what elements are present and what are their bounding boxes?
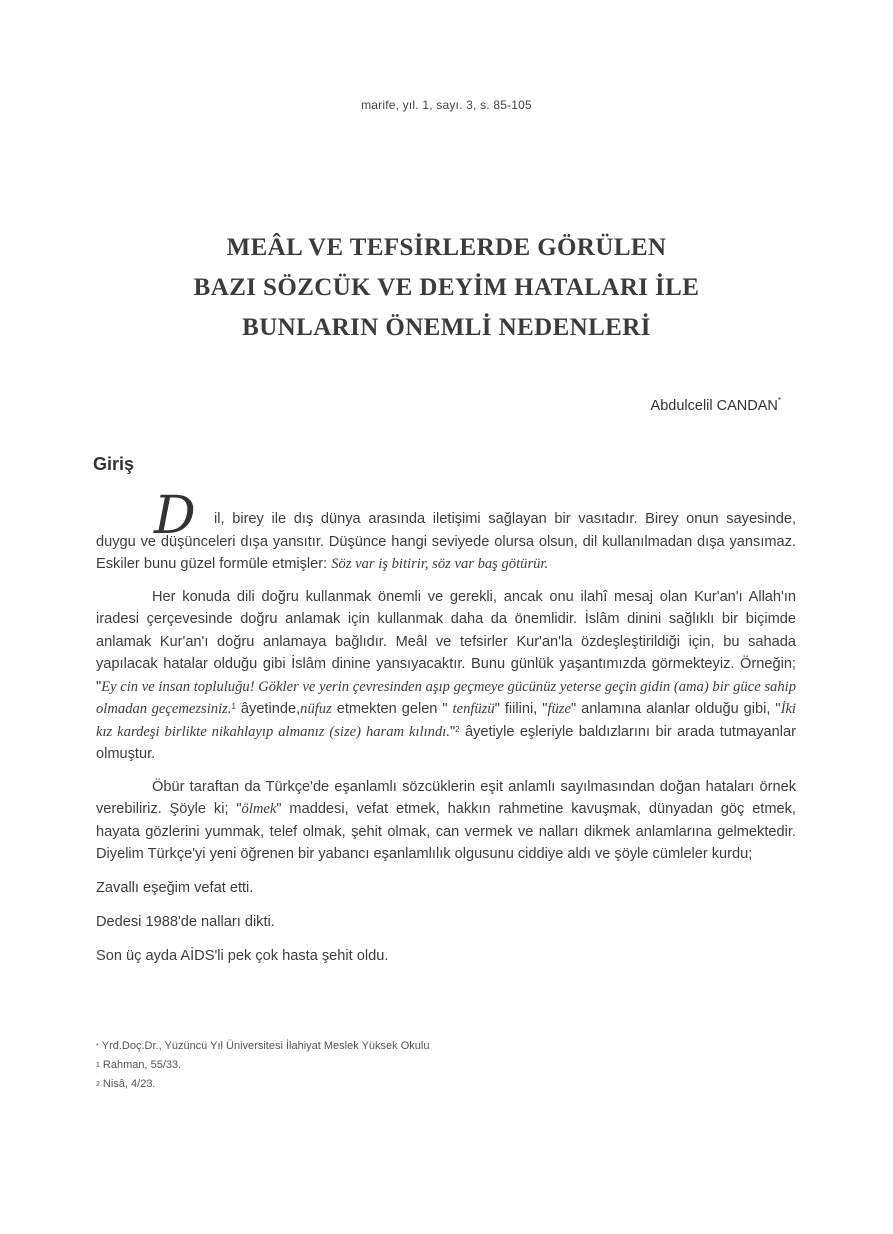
footnote-2 <box>96 1075 696 1094</box>
p2-text-5: " anlamına alanlar olduğu gibi, " <box>570 701 781 717</box>
paragraph-3 <box>96 776 796 866</box>
footnote-ref-2: 2 <box>455 724 460 734</box>
running-head: marife, yıl. 1, sayı. 3, s. 85-105 <box>361 98 532 112</box>
p3-text-1: Öbür taraftan da Türkçe'de eşanlamlı sözcüklerin eşit anlamlı sayılmasından doğan hataları örnek verebiliriz. Şöyle ki; " <box>96 778 796 817</box>
footnote-1 <box>96 1056 696 1075</box>
verse-quote-1: Ey cin ve insan topluluğu! Gökler ve yerin çevresinden aşıp geçmeye gücünüz yeterse geçin gidin (ama) bir güce sahip olmadan geçemezsiniz. <box>96 678 796 717</box>
paragraph-1 <box>96 486 796 576</box>
author-byline <box>651 398 781 414</box>
example-sentence-2: Dedesi 1988'de nalları dikti. <box>96 913 275 930</box>
term-nufuz: nüfuz <box>300 701 332 717</box>
footnote-text: Yrd.Doç.Dr., Yüzüncü Yıl Üniversitesi İlahiyat Meslek Yüksek Okulu <box>101 1040 430 1052</box>
title-line-2: BAZI SÖZCÜK VE DEYİM HATALARI İLE <box>193 274 700 301</box>
term-fuze: füze <box>547 701 571 717</box>
footnote-mark: * <box>96 1043 99 1050</box>
p2-text-7: âyetiyle eşleriyle baldızlarını bir arada tutmayanlar olmuştur. <box>96 723 796 762</box>
p2-text-6: " <box>449 723 456 740</box>
footnote-text: Rahman, 55/33. <box>102 1059 182 1071</box>
paragraph-2 <box>96 586 796 766</box>
article-body <box>96 486 796 978</box>
section-heading: Giriş <box>93 454 135 474</box>
p2-text-2: âyetinde, <box>235 701 301 717</box>
p2-text-3: etmekten gelen " <box>331 701 453 717</box>
author-footnote-mark: * <box>777 396 781 405</box>
title-line-1: MEÂL VE TEFSİRLERDE GÖRÜLEN <box>226 234 667 261</box>
footnotes <box>96 1037 696 1094</box>
footnote-text: Nisâ, 4/23. <box>102 1078 156 1090</box>
p2-text-4: " fiilini, " <box>494 701 548 717</box>
verse-quote-2: İki kız kardeşi birlikte nikahlayıp almanız (size) haram kılındı. <box>96 701 796 740</box>
article-title <box>100 228 793 348</box>
footnote-ref-1: 1 <box>231 702 236 711</box>
p3-text-2: " maddesi, vefat etmek, hakkın rahmetine kavuşmak, dünyadan göç etmek, hayata gözlerini yummak, telef olmak, şehit olmak, can vermek ve nalları dikmek anlamlarına gelmektedir. Diyelim Türkçe'yi yeni öğrenen bir yabancı eşanlamlılık olgusunu ciddiye aldı ve şöyle cümleler kurdu; <box>96 801 796 862</box>
example-sentence-1: Zavallı eşeğim vefat etti. <box>96 879 254 896</box>
proverb-italic: Söz var iş bitirir, söz var baş götürür. <box>331 556 549 572</box>
footnote-author <box>96 1037 696 1056</box>
footnote-mark: 1 <box>96 1062 100 1069</box>
term-tenfuzu: tenfüzü <box>452 701 495 717</box>
paragraph-1-text: il, birey ile dış dünya arasında iletişimi sağlayan bir vasıtadır. Birey onun sayesinde, duygu ve düşünceleri dışa yansıtır. Düşünce hangi seviyede olursa olsun, dil kullanılmadan dışa yansımaz. Eskiler bunu güzel formüle etmişler: <box>96 511 796 572</box>
footnote-mark: 2 <box>96 1081 100 1088</box>
title-line-3: BUNLARIN ÖNEMLİ NEDENLERİ <box>242 314 651 341</box>
drop-cap: D <box>154 486 196 546</box>
author-name: Abdulcelil CANDAN <box>650 398 778 414</box>
example-sentence-3: Son üç ayda AİDS'li pek çok hasta şehit oldu. <box>96 947 389 964</box>
term-olmek: ölmek <box>241 801 277 817</box>
p2-text-1: Her konuda dili doğru kullanmak önemli ve gerekli, ancak onu ilahî mesaj olan Kur'an'ı Allah'ın iradesi çerçevesinde doğru anlamak için kullanmak daha da önemlidir. İslâm dinini sağlıklı bir biçimde anlamak Kur'an'ı doğru anlamaya bağlıdır. Meâl ve tefsirler Kur'an'la özdeşleştirildiği için, bu sahada yapılacak hatalar olduğu gibi İslâm dinine yansıyacaktır. Bunu günlük yaşantımızda görmekteyiz. Örneğin; " <box>96 588 796 695</box>
